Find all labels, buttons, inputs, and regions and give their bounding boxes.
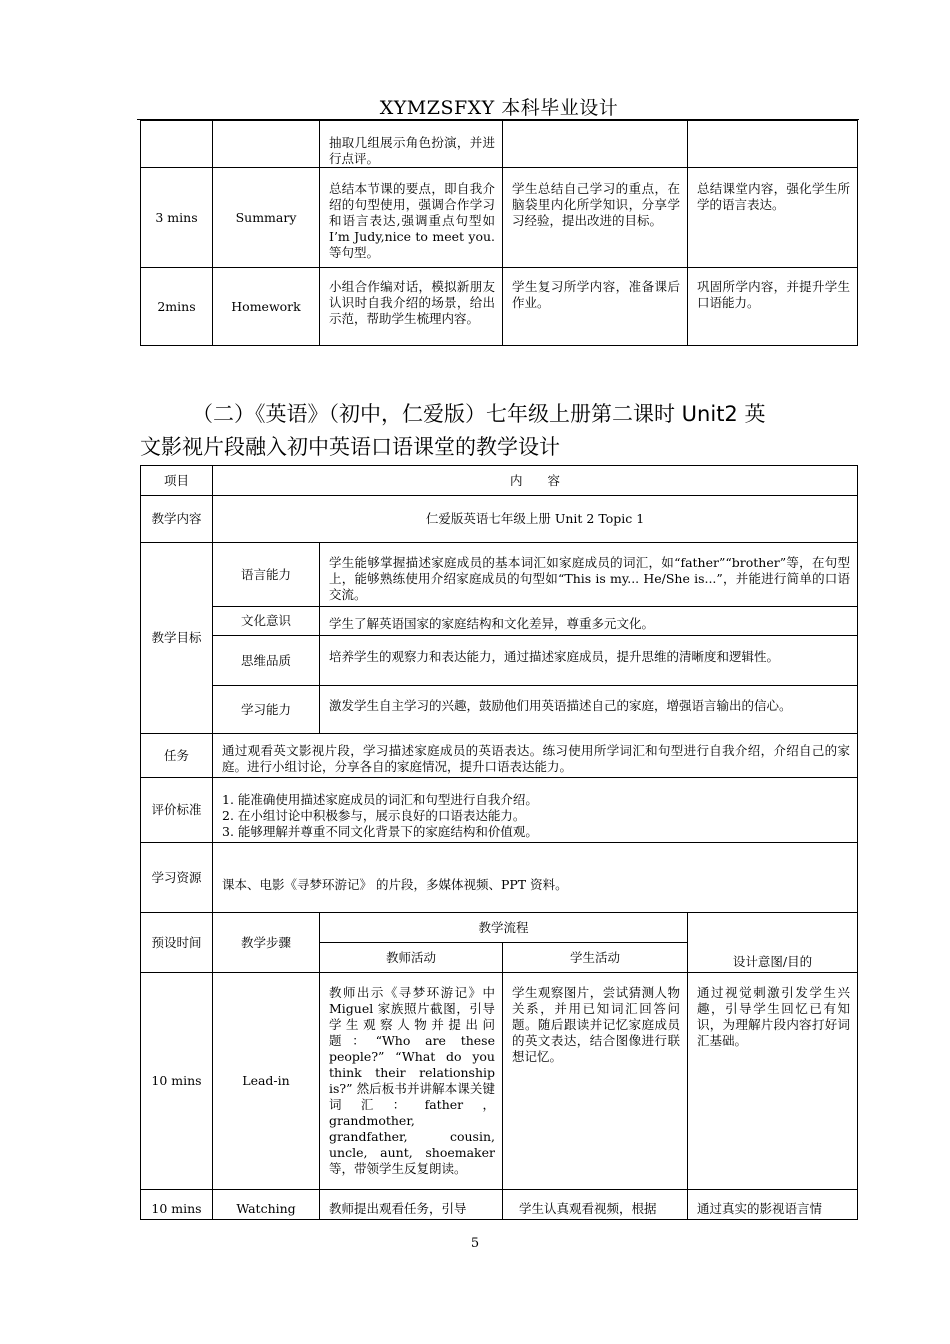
step-cell: Lead-in bbox=[213, 973, 320, 1190]
table-row bbox=[141, 268, 858, 346]
goal-label: 思维品质 bbox=[213, 636, 320, 686]
flow-time-header: 预设时间 bbox=[141, 913, 213, 973]
teacher-activity: 教师提出观看任务，引导 bbox=[329, 1201, 467, 1216]
step-cell: Homework bbox=[213, 268, 320, 346]
time-cell: 10 mins bbox=[141, 973, 213, 1190]
flow-purpose-header: 设计意图/目的 bbox=[688, 913, 858, 973]
head-content: 内 容 bbox=[213, 466, 858, 496]
teacher-activity: 教师出示《寻梦环游记》中 Miguel 家族照片截图，引导学生观察人物并提出问题：“Who are these people?” “What do you think their relationship is?” 然后板书并讲解本课关键词汇：father，grandmother, grandfather, cousin, uncle, aunt, shoemaker 等，带领学生反复朗读。 bbox=[329, 985, 495, 1176]
design-purpose: 总结课堂内容，强化学生所学的语言表达。 bbox=[697, 181, 850, 212]
goal-label: 语言能力 bbox=[213, 543, 320, 607]
student-activity: 学生总结自己学习的重点，在脑袋里内化所学知识，分享学习经验，提出改进的目标。 bbox=[512, 181, 680, 228]
flow-student-header: 学生活动 bbox=[503, 943, 688, 973]
step-cell: Watching bbox=[213, 1190, 320, 1220]
criteria-item: 2. 在小组讨论中积极参与，展示良好的口语表达能力。 bbox=[222, 808, 526, 823]
resource-label: 学习资源 bbox=[141, 843, 213, 913]
design-purpose: 通过真实的影视语言情 bbox=[697, 1201, 823, 1216]
time-cell: 3 mins bbox=[141, 168, 213, 268]
flow-step-header: 教学步骤 bbox=[213, 913, 320, 973]
criteria-label: 评价标准 bbox=[141, 778, 213, 843]
design-purpose bbox=[688, 121, 857, 124]
lesson-plan-table bbox=[140, 465, 858, 1220]
resource-text: 课本、电影《寻梦环游记》 的片段，多媒体视频、PPT 资料。 bbox=[222, 876, 568, 892]
student-activity: 学生认真观看视频，根据 bbox=[519, 1201, 657, 1216]
criteria-item: 1. 能准确使用描述家庭成员的词汇和句型进行自我介绍。 bbox=[222, 792, 538, 807]
task-text: 通过观看英文影视片段，学习描述家庭成员的英语表达。练习使用所学词汇和句型进行自我介绍，介绍自己的家庭。进行小组讨论，分享各自的家庭情况，提升口语表达能力。 bbox=[222, 743, 851, 774]
task-label: 任务 bbox=[141, 734, 213, 778]
section-title-line2: 文影视片段融入初中英语口语课堂的教学设计 bbox=[140, 435, 560, 459]
student-activity bbox=[503, 121, 687, 124]
student-activity: 学生观察图片，尝试猜测人物关系，并用已知词汇回答问题。随后跟读并记忆家庭成员的英文表达，结合图像进行联想记忆。 bbox=[512, 985, 680, 1064]
teacher-activity: 总结本节课的要点，即自我介绍的句型使用，强调合作学习和语言表达,强调重点句型如 I’m Judy,nice to meet you.等句型。 bbox=[329, 181, 495, 260]
goal-label: 文化意识 bbox=[213, 607, 320, 636]
content-value: 仁爱版英语七年级上册 Unit 2 Topic 1 bbox=[213, 496, 858, 543]
table-row bbox=[141, 168, 858, 268]
student-activity: 学生复习所学内容，准备课后作业。 bbox=[512, 279, 680, 310]
table-row bbox=[141, 121, 858, 168]
page-header: XYMZSFXY 本科毕业设计 bbox=[379, 97, 619, 119]
design-purpose: 通过视觉刺激引发学生兴趣，引导学生回忆已有知识，为理解片段内容打好词汇基础。 bbox=[697, 985, 851, 1048]
goal-text: 学生能够掌握描述家庭成员的基本词汇如家庭成员的词汇，如“father”“brother”等，在句型上，能够熟练使用介绍家庭成员的句型如“This is my... He/She is...”，并能进行简单的口语交流。 bbox=[329, 555, 851, 602]
table-row bbox=[141, 973, 858, 1190]
step-cell bbox=[213, 121, 320, 168]
step-cell: Summary bbox=[213, 168, 320, 268]
goal-text: 学生了解英语国家的家庭结构和文化差异，尊重多元文化。 bbox=[329, 616, 655, 631]
criteria-list bbox=[213, 778, 857, 840]
goals-label: 教学目标 bbox=[141, 543, 213, 734]
time-cell: 2mins bbox=[141, 268, 213, 346]
section-title-line1: （二）《英语》（初中，仁爱版）七年级上册第二课时 Unit2 英 bbox=[192, 402, 766, 426]
time-cell: 10 mins bbox=[141, 1190, 213, 1220]
goal-text: 培养学生的观察力和表达能力，通过描述家庭成员，提升思维的清晰度和逻辑性。 bbox=[329, 649, 780, 664]
page-number: 5 bbox=[470, 1236, 480, 1251]
flow-teacher-header: 教师活动 bbox=[320, 943, 503, 973]
teacher-activity: 抽取几组展示角色扮演，并进行点评。 bbox=[329, 135, 495, 166]
teacher-activity: 小组合作编对话，模拟新朋友认识时自我介绍的场景，给出示范，帮助学生梳理内容。 bbox=[329, 279, 495, 326]
lesson-table-continued bbox=[140, 120, 858, 346]
criteria-item: 3. 能够理解并尊重不同文化背景下的家庭结构和价值观。 bbox=[222, 824, 538, 839]
goal-text: 激发学生自主学习的兴趣，鼓励他们用英语描述自己的家庭，增强语言输出的信心。 bbox=[329, 698, 792, 713]
content-label: 教学内容 bbox=[141, 496, 213, 543]
table-row bbox=[141, 1190, 858, 1220]
goal-label: 学习能力 bbox=[213, 686, 320, 734]
head-item: 项目 bbox=[141, 466, 213, 496]
time-cell bbox=[141, 121, 213, 168]
flow-title: 教学流程 bbox=[320, 913, 688, 943]
design-purpose: 巩固所学内容，并提升学生口语能力。 bbox=[697, 279, 850, 310]
